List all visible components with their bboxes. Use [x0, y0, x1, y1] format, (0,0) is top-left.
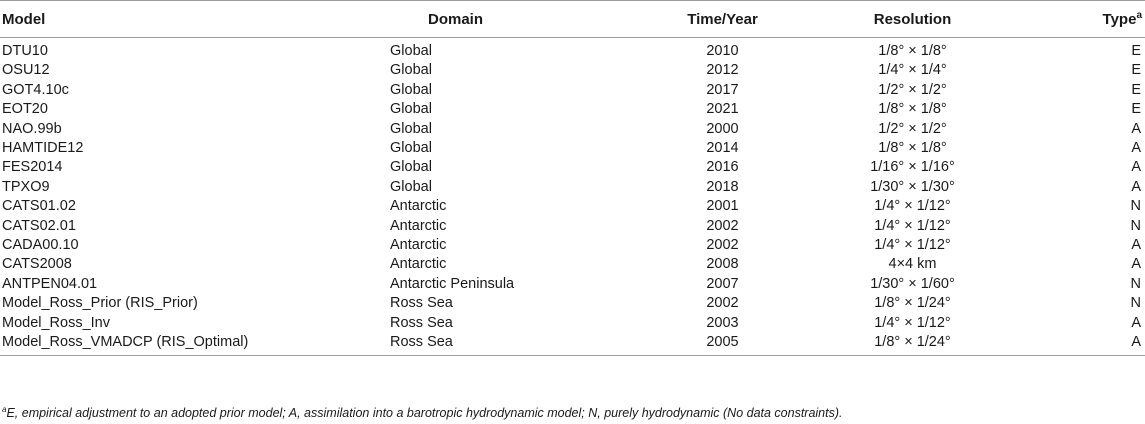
- footnote-text: E, empirical adjustment to an adopted prior model; A, assimilation into a barotropic hydrodynamic model; N, purely hydrodynamic (No data constraints).: [6, 406, 843, 420]
- cell-year: 2005: [630, 333, 815, 355]
- cell-resolution: 1/2° × 1/2°: [878, 120, 947, 137]
- cell-year: 2017: [706, 81, 739, 98]
- cell-resolution: 1/8° × 1/24°: [874, 295, 951, 312]
- cell-year: 2010: [706, 43, 739, 59]
- cell-type: E: [1131, 43, 1141, 59]
- cell-model: HAMTIDE12: [2, 140, 84, 157]
- cell-model: Model_Ross_Inv: [2, 314, 110, 331]
- cell-domain: Global: [390, 159, 432, 176]
- table-row: [0, 197, 1145, 216]
- cell-resolution: 1/4° × 1/4°: [878, 62, 947, 79]
- cell-resolution: 1/30° × 1/60°: [870, 275, 955, 292]
- table-row: [0, 120, 1145, 139]
- cell-domain: Global: [390, 140, 432, 157]
- cell-resolution: 1/4° × 1/12°: [874, 314, 951, 331]
- cell-year: 2001: [706, 198, 739, 215]
- cell-resolution: 1/4° × 1/12°: [874, 237, 951, 254]
- cell-model: CATS02.01: [2, 217, 76, 234]
- footnote-mark: a: [2, 404, 7, 414]
- cell-model: DTU10: [2, 43, 48, 59]
- cell-resolution: 1/4° × 1/12°: [874, 198, 951, 215]
- cell-domain: Antarctic: [390, 198, 447, 215]
- cell-type: N: [1130, 295, 1141, 312]
- cell-model: TPXO9: [2, 178, 50, 195]
- cell-model: EOT20: [2, 101, 48, 118]
- cell-type: A: [1010, 333, 1145, 355]
- cell-domain: Ross Sea: [390, 314, 453, 331]
- cell-year: 2007: [706, 275, 739, 292]
- table-row: [0, 294, 1145, 313]
- table-row: [0, 178, 1145, 197]
- cell-year: 2002: [706, 295, 739, 312]
- table-row: [0, 158, 1145, 177]
- cell-resolution: 1/16° × 1/16°: [870, 159, 955, 176]
- cell-type: A: [1131, 178, 1141, 195]
- table-row: [0, 139, 1145, 158]
- cell-type: A: [1131, 120, 1141, 137]
- cell-year: 2008: [706, 256, 739, 273]
- table-footnote: [2, 406, 843, 420]
- cell-domain: Global: [390, 43, 432, 59]
- cell-resolution: 1/30° × 1/30°: [870, 178, 955, 195]
- cell-domain: Ross Sea: [390, 295, 453, 312]
- cell-year: 2012: [706, 62, 739, 79]
- cell-type: A: [1131, 256, 1141, 273]
- table-row: [0, 275, 1145, 294]
- cell-domain: Global: [390, 120, 432, 137]
- cell-type: N: [1130, 275, 1141, 292]
- cell-year: 2000: [706, 120, 739, 137]
- header-type-footnote-mark: a: [1136, 9, 1142, 21]
- table-row: [0, 100, 1145, 119]
- table-row: [0, 217, 1145, 236]
- table-row: [0, 81, 1145, 100]
- header-resolution: Resolution: [815, 1, 1010, 38]
- cell-resolution: 1/8° × 1/8°: [878, 140, 947, 157]
- cell-year: 2003: [706, 314, 739, 331]
- cell-type: A: [1131, 237, 1141, 254]
- cell-model: Model_Ross_Prior (RIS_Prior): [2, 295, 198, 312]
- cell-model: ANTPEN04.01: [2, 275, 98, 292]
- cell-year: 2014: [706, 140, 739, 157]
- cell-type: N: [1130, 198, 1141, 215]
- cell-year: 2016: [706, 159, 739, 176]
- cell-domain: Ross Sea: [390, 333, 630, 355]
- header-domain: Domain: [390, 1, 630, 38]
- header-type: [1010, 1, 1145, 38]
- cell-domain: Global: [390, 81, 432, 98]
- table-row: [0, 314, 1145, 333]
- cell-resolution: 1/8° × 1/24°: [815, 333, 1010, 355]
- cell-domain: Global: [390, 101, 432, 118]
- table-row: [0, 255, 1145, 274]
- table-body: [0, 38, 1145, 356]
- cell-model: Model_Ross_VMADCP (RIS_Optimal): [0, 333, 390, 355]
- cell-type: A: [1131, 159, 1141, 176]
- cell-year: 2002: [706, 237, 739, 254]
- cell-model: GOT4.10c: [2, 81, 69, 98]
- cell-model: FES2014: [2, 159, 63, 176]
- header-type-label: Type: [1102, 10, 1137, 28]
- table-header-row: [0, 1, 1145, 38]
- table-row: [0, 61, 1145, 80]
- header-time-year: Time/Year: [630, 1, 815, 38]
- cell-model: OSU12: [2, 62, 50, 79]
- cell-type: N: [1130, 217, 1141, 234]
- cell-year: 2021: [706, 101, 739, 118]
- cell-domain: Global: [390, 178, 432, 195]
- table-row: [0, 236, 1145, 255]
- cell-year: 2002: [706, 217, 739, 234]
- cell-year: 2018: [706, 178, 739, 195]
- cell-type: A: [1131, 314, 1141, 331]
- cell-domain: Global: [390, 62, 432, 79]
- cell-resolution: 1/4° × 1/12°: [874, 217, 951, 234]
- cell-resolution: 1/8° × 1/8°: [878, 101, 947, 118]
- cell-model: CADA00.10: [2, 237, 79, 254]
- cell-domain: Antarctic: [390, 256, 447, 273]
- cell-type: E: [1131, 81, 1141, 98]
- table-row: [0, 333, 1145, 355]
- cell-type: A: [1131, 140, 1141, 157]
- cell-type: E: [1131, 101, 1141, 118]
- cell-model: NAO.99b: [2, 120, 62, 137]
- cell-domain: Antarctic: [390, 237, 447, 254]
- header-model: Model: [0, 1, 390, 38]
- cell-model: CATS2008: [2, 256, 72, 273]
- cell-type: E: [1131, 62, 1141, 79]
- cell-resolution: 1/2° × 1/2°: [878, 81, 947, 98]
- table-row: [0, 38, 1145, 62]
- cell-resolution: 1/8° × 1/8°: [878, 43, 947, 59]
- cell-resolution: 4×4 km: [888, 256, 937, 273]
- cell-domain: Antarctic: [390, 217, 447, 234]
- cell-model: CATS01.02: [2, 198, 76, 215]
- cell-domain: Antarctic Peninsula: [390, 275, 515, 292]
